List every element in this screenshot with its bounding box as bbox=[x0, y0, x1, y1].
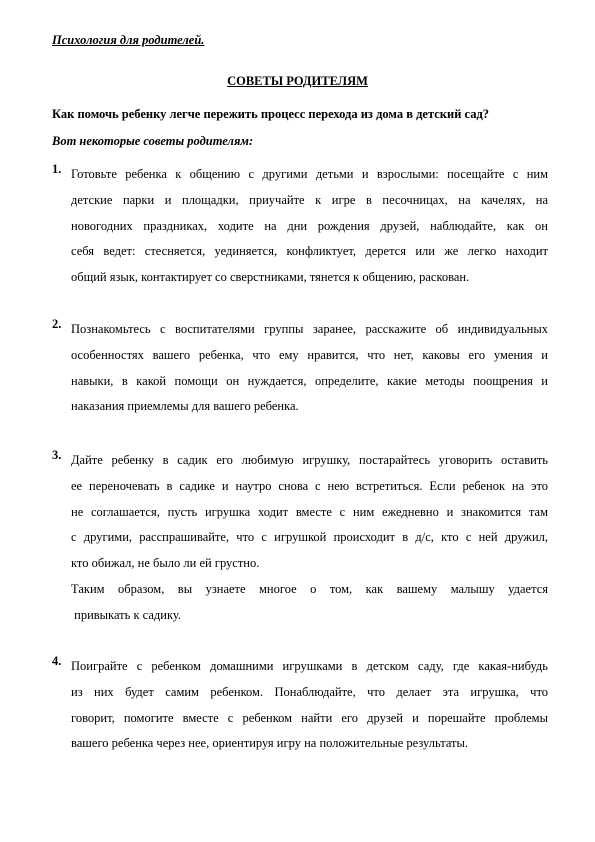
item-line: особенностях вашего ребенка, что ему нравится, что нет, каковы его умения и bbox=[71, 347, 548, 362]
item-line: общий язык, контактирует со сверстниками, тянется к общению, раскован. bbox=[71, 270, 470, 285]
document-header: Психология для родителей. bbox=[52, 33, 205, 47]
item-line: Таким образом, вы узнаете многое о том, как вашему малышу удается bbox=[71, 581, 548, 596]
item-text bbox=[71, 317, 548, 420]
item-line: Познакомьтесь с воспитателями группы заранее, расскажите об индивидуальных bbox=[71, 322, 548, 336]
item-number: 2. bbox=[52, 317, 62, 331]
intro-text: Вот некоторые советы родителям: bbox=[52, 134, 254, 148]
item-line: кто обижал, не было ли ей грустно. bbox=[71, 556, 260, 571]
item-text bbox=[71, 654, 548, 757]
advice-item-2 bbox=[52, 317, 548, 420]
item-line: ее переночевать в садике и наутро снова с нею встретиться. Если ребенок на это bbox=[71, 478, 548, 493]
item-number: 1. bbox=[52, 162, 62, 176]
item-line: детские парки и площадки, приучайте к игре в песочницах, на качелях, на bbox=[71, 192, 548, 207]
item-line: новогодних праздниках, ходите на дни рождения друзей, наблюдайте, как он bbox=[71, 218, 548, 233]
item-line: вашего ребенка через нее, ориентируя игру на положительные результаты. bbox=[71, 736, 469, 751]
item-number: 3. bbox=[52, 448, 62, 462]
advice-item-1 bbox=[52, 162, 548, 291]
item-line: наказания приемлемы для вашего ребенка. bbox=[71, 399, 299, 414]
item-line: привыкать к садику. bbox=[71, 607, 181, 622]
item-number: 4. bbox=[52, 654, 62, 668]
item-line: Готовьте ребенка к общению с другими детьми и взрослыми: посещайте с ним bbox=[71, 167, 548, 181]
item-line: себя ведет: стесняется, уединяется, конфликтует, дерется или же легко находит bbox=[71, 244, 548, 259]
document-title: СОВЕТЫ РОДИТЕЛЯМ bbox=[227, 74, 368, 88]
item-line: из них будет самим ребенком. Понаблюдайте, что делает эта игрушка, что bbox=[71, 684, 548, 699]
item-line: Поиграйте с ребенком домашними игрушками в детском саду, где какая-нибудь bbox=[71, 659, 548, 673]
advice-item-3 bbox=[52, 448, 548, 629]
item-line: не соглашается, пусть игрушка ходит вместе с ним ежедневно и знакомится там bbox=[71, 504, 548, 519]
item-text bbox=[71, 162, 548, 291]
advice-item-4 bbox=[52, 654, 548, 757]
item-line: Дайте ребенку в садик его любимую игрушку, постарайтесь уговорить оставить bbox=[71, 453, 548, 467]
item-line: говорит, помогите вместе с ребенком найти его друзей и порешайте проблемы bbox=[71, 710, 548, 725]
main-question: Как помочь ребенку легче пережить процесс перехода из дома в детский сад? bbox=[52, 107, 490, 121]
item-text bbox=[71, 448, 548, 629]
item-line: с другими, расспрашивайте, что с игрушкой происходит в д/с, кто с ней дружил, bbox=[71, 530, 548, 545]
item-line: навыки, в какой помощи он нуждается, определите, какие методы поощрения и bbox=[71, 373, 548, 388]
